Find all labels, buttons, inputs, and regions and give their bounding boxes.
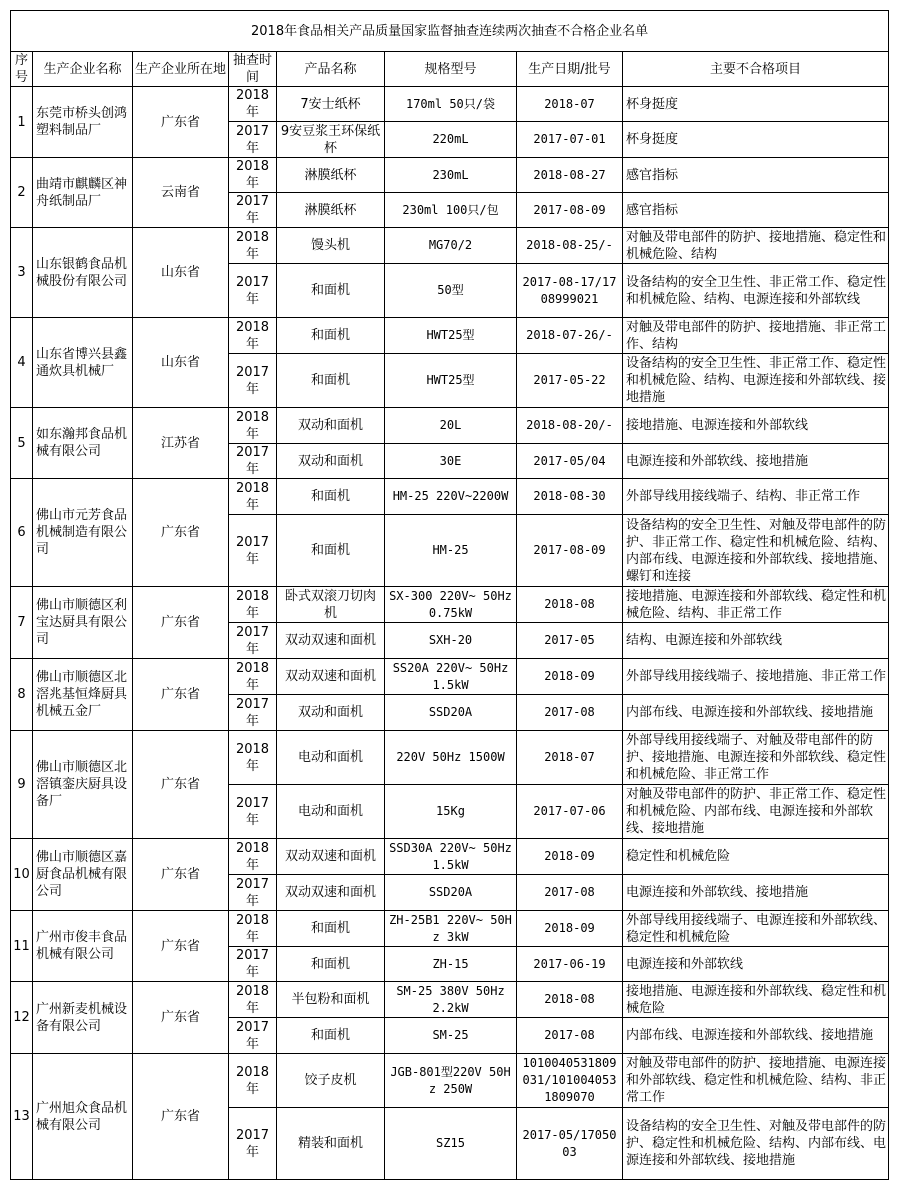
production-date: 2017-06-19 [517,947,623,982]
table-row [11,731,889,785]
production-date: 2017-08 [517,875,623,911]
product-name: 馒头机 [277,228,385,264]
failed-items: 外部导线用接线端子、电源连接和外部软线、稳定性和机械危险 [623,911,889,947]
row-number: 2 [11,158,33,228]
table-row [11,659,889,695]
failed-items: 电源连接和外部软线 [623,947,889,982]
table-row [11,158,889,193]
inspection-year: 2018年 [229,587,277,623]
company-name: 佛山市顺德区北滘镇銮庆厨具设备厂 [33,731,133,839]
row-number: 1 [11,87,33,158]
company-name: 佛山市顺德区利宝达厨具有限公司 [33,587,133,659]
failed-items: 对触及带电部件的防护、接地措施、稳定性和机械危险、结构 [623,228,889,264]
product-name: 和面机 [277,911,385,947]
spec-model: HM-25 [385,515,517,587]
failed-items: 杯身挺度 [623,87,889,122]
table-row [11,982,889,1018]
failed-items: 稳定性和机械危险 [623,839,889,875]
product-name: 半包粉和面机 [277,982,385,1018]
product-name: 双动双速和面机 [277,875,385,911]
production-date: 2018-08-20/- [517,408,623,444]
product-name: 和面机 [277,264,385,318]
inspection-year: 2018年 [229,87,277,122]
company-location: 江苏省 [133,408,229,479]
company-location: 广东省 [133,587,229,659]
failed-items: 接地措施、电源连接和外部软线、稳定性和机械危险、结构、非正常工作 [623,587,889,623]
product-name: 饺子皮机 [277,1054,385,1108]
company-name: 佛山市元芳食品机械制造有限公司 [33,479,133,587]
production-date: 2017-05-22 [517,354,623,408]
product-name: 和面机 [277,479,385,515]
product-name: 淋膜纸杯 [277,193,385,228]
inspection-year: 2017年 [229,354,277,408]
company-name: 曲靖市麒麟区神舟纸制品厂 [33,158,133,228]
production-date: 2018-08 [517,982,623,1018]
row-number: 11 [11,911,33,982]
inspection-year: 2017年 [229,695,277,731]
spec-model: SSD20A [385,695,517,731]
table-title: 2018年食品相关产品质量国家监督抽查连续两次抽查不合格企业名单 [11,11,889,52]
failed-items: 接地措施、电源连接和外部软线、稳定性和机械危险 [623,982,889,1018]
production-date: 2017-05/04 [517,444,623,479]
spec-model: HWT25型 [385,318,517,354]
row-number: 5 [11,408,33,479]
production-date: 2018-07 [517,731,623,785]
row-number: 4 [11,318,33,408]
product-name: 和面机 [277,947,385,982]
spec-model: 50型 [385,264,517,318]
production-date: 2018-09 [517,839,623,875]
product-name: 和面机 [277,354,385,408]
production-date: 2018-08 [517,587,623,623]
table-row [11,911,889,947]
inspection-year: 2018年 [229,408,277,444]
table-row [11,318,889,354]
spec-model: SS20A 220V~ 50Hz 1.5kW [385,659,517,695]
spec-model: ZH-15 [385,947,517,982]
inspection-year: 2018年 [229,228,277,264]
company-location: 广东省 [133,87,229,158]
company-name: 广州市俊丰食品机械有限公司 [33,911,133,982]
failed-items: 外部导线用接线端子、接地措施、非正常工作 [623,659,889,695]
row-number: 10 [11,839,33,911]
spec-model: MG70/2 [385,228,517,264]
spec-model: 30E [385,444,517,479]
product-name: 和面机 [277,1018,385,1054]
failed-items: 感官指标 [623,158,889,193]
product-name: 双动和面机 [277,444,385,479]
product-name: 精装和面机 [277,1108,385,1180]
product-name: 和面机 [277,318,385,354]
header-spec: 规格型号 [385,52,517,87]
company-location: 山东省 [133,318,229,408]
table-row [11,408,889,444]
production-date: 2018-08-25/- [517,228,623,264]
inspection-year: 2017年 [229,947,277,982]
failed-items: 内部布线、电源连接和外部软线、接地措施 [623,1018,889,1054]
production-date: 2018-08-30 [517,479,623,515]
product-name: 双动和面机 [277,695,385,731]
spec-model: SZ15 [385,1108,517,1180]
product-name: 淋膜纸杯 [277,158,385,193]
failed-items: 对触及带电部件的防护、接地措施、电源连接和外部软线、稳定性和机械危险、结构、非正常工作 [623,1054,889,1108]
product-name: 和面机 [277,515,385,587]
table-row [11,1054,889,1108]
spec-model: 220mL [385,122,517,158]
production-date: 2017-07-01 [517,122,623,158]
table-row [11,587,889,623]
spec-model: SM-25 [385,1018,517,1054]
table-row [11,839,889,875]
table-row [11,87,889,122]
company-name: 广州旭众食品机械有限公司 [33,1054,133,1180]
header-location: 生产企业所在地 [133,52,229,87]
failed-items: 杯身挺度 [623,122,889,158]
company-location: 广东省 [133,911,229,982]
spec-model: SSD30A 220V~ 50Hz 1.5kW [385,839,517,875]
spec-model: SXH-20 [385,623,517,659]
header-no: 序号 [11,52,33,87]
inspection-year: 2017年 [229,623,277,659]
failed-items: 结构、电源连接和外部软线 [623,623,889,659]
inspection-year: 2017年 [229,515,277,587]
spec-model: SX-300 220V~ 50Hz 0.75kW [385,587,517,623]
production-date: 2018-07-26/- [517,318,623,354]
company-location: 广东省 [133,479,229,587]
spec-model: HWT25型 [385,354,517,408]
inspection-year: 2017年 [229,193,277,228]
header-company: 生产企业名称 [33,52,133,87]
production-date: 2017-05 [517,623,623,659]
inspection-year: 2017年 [229,785,277,839]
spec-model: 170ml 50只/袋 [385,87,517,122]
spec-model: 20L [385,408,517,444]
header-product: 产品名称 [277,52,385,87]
row-number: 8 [11,659,33,731]
failed-items: 内部布线、电源连接和外部软线、接地措施 [623,695,889,731]
inspection-year: 2018年 [229,731,277,785]
company-location: 广东省 [133,731,229,839]
failed-items: 电源连接和外部软线、接地措施 [623,875,889,911]
header-date: 生产日期/批号 [517,52,623,87]
spec-model: 15Kg [385,785,517,839]
production-date: 2018-08-27 [517,158,623,193]
production-date: 2018-07 [517,87,623,122]
company-name: 佛山市顺德区嘉厨食品机械有限公司 [33,839,133,911]
failed-items: 对触及带电部件的防护、非正常工作、稳定性和机械危险、内部布线、电源连接和外部软线、接地措施 [623,785,889,839]
inspection-year: 2017年 [229,1108,277,1180]
production-date: 2017-08-17/1708999021 [517,264,623,318]
header-row [11,52,889,87]
product-name: 电动和面机 [277,731,385,785]
inspection-year: 2018年 [229,982,277,1018]
company-location: 云南省 [133,158,229,228]
product-name: 双动双速和面机 [277,839,385,875]
failed-items: 电源连接和外部软线、接地措施 [623,444,889,479]
failed-items: 设备结构的安全卫生性、非正常工作、稳定性和机械危险、结构、电源连接和外部软线 [623,264,889,318]
product-name: 双动和面机 [277,408,385,444]
failed-items: 设备结构的安全卫生性、对触及带电部件的防护、非正常工作、稳定性和机械危险、结构、内部布线、电源连接和外部软线、接地措施、螺钉和连接 [623,515,889,587]
production-date: 2017-08-09 [517,515,623,587]
company-location: 山东省 [133,228,229,318]
spec-model: SSD20A [385,875,517,911]
company-location: 广东省 [133,839,229,911]
inspection-year: 2018年 [229,659,277,695]
disqualified-enterprises-table [10,10,889,1180]
company-name: 山东省博兴县鑫通炊具机械厂 [33,318,133,408]
production-date: 2017-05/1705003 [517,1108,623,1180]
spec-model: 220V 50Hz 1500W [385,731,517,785]
product-name: 7安士纸杯 [277,87,385,122]
failed-items: 感官指标 [623,193,889,228]
inspection-year: 2018年 [229,318,277,354]
product-name: 电动和面机 [277,785,385,839]
product-name: 卧式双滚刀切肉机 [277,587,385,623]
inspection-year: 2017年 [229,444,277,479]
row-number: 6 [11,479,33,587]
failed-items: 外部导线用接线端子、结构、非正常工作 [623,479,889,515]
row-number: 3 [11,228,33,318]
inspection-year: 2017年 [229,875,277,911]
inspection-year: 2018年 [229,158,277,193]
inspection-year: 2017年 [229,1018,277,1054]
spec-model: SM-25 380V 50Hz 2.2kW [385,982,517,1018]
failed-items: 外部导线用接线端子、对触及带电部件的防护、接地措施、电源连接和外部软线、稳定性和机械危险、非正常工作 [623,731,889,785]
company-location: 广东省 [133,982,229,1054]
row-number: 13 [11,1054,33,1180]
failed-items: 接地措施、电源连接和外部软线 [623,408,889,444]
table-row [11,479,889,515]
company-name: 东莞市桥头创鸿塑料制品厂 [33,87,133,158]
spec-model: JGB-801型220V 50Hz 250W [385,1054,517,1108]
row-number: 12 [11,982,33,1054]
production-date: 2017-08 [517,695,623,731]
inspection-year: 2017年 [229,264,277,318]
product-name: 9安豆浆王环保纸杯 [277,122,385,158]
company-name: 广州新麦机械设备有限公司 [33,982,133,1054]
production-date: 1010040531809031/1010040531809070 [517,1054,623,1108]
inspection-year: 2018年 [229,839,277,875]
failed-items: 设备结构的安全卫生性、对触及带电部件的防护、稳定性和机械危险、结构、内部布线、电源连接和外部软线、接地措施 [623,1108,889,1180]
inspection-year: 2018年 [229,1054,277,1108]
inspection-year: 2018年 [229,479,277,515]
row-number: 7 [11,587,33,659]
production-date: 2018-09 [517,911,623,947]
spec-model: 230ml 100只/包 [385,193,517,228]
company-location: 广东省 [133,659,229,731]
failed-items: 对触及带电部件的防护、接地措施、非正常工作、结构 [623,318,889,354]
product-name: 双动双速和面机 [277,659,385,695]
company-name: 佛山市顺德区北滘兆基恒烽厨具机械五金厂 [33,659,133,731]
header-year: 抽查时间 [229,52,277,87]
company-name: 山东银鹤食品机械股份有限公司 [33,228,133,318]
row-number: 9 [11,731,33,839]
spec-model: ZH-25B1 220V~ 50Hz 3kW [385,911,517,947]
production-date: 2018-09 [517,659,623,695]
inspection-year: 2017年 [229,122,277,158]
spec-model: HM-25 220V~2200W [385,479,517,515]
table-row [11,228,889,264]
company-name: 如东瀚邦食品机械有限公司 [33,408,133,479]
production-date: 2017-07-06 [517,785,623,839]
header-issue: 主要不合格项目 [623,52,889,87]
company-location: 广东省 [133,1054,229,1180]
product-name: 双动双速和面机 [277,623,385,659]
failed-items: 设备结构的安全卫生性、非正常工作、稳定性和机械危险、结构、电源连接和外部软线、接地措施 [623,354,889,408]
inspection-year: 2018年 [229,911,277,947]
production-date: 2017-08-09 [517,193,623,228]
production-date: 2017-08 [517,1018,623,1054]
spec-model: 230mL [385,158,517,193]
